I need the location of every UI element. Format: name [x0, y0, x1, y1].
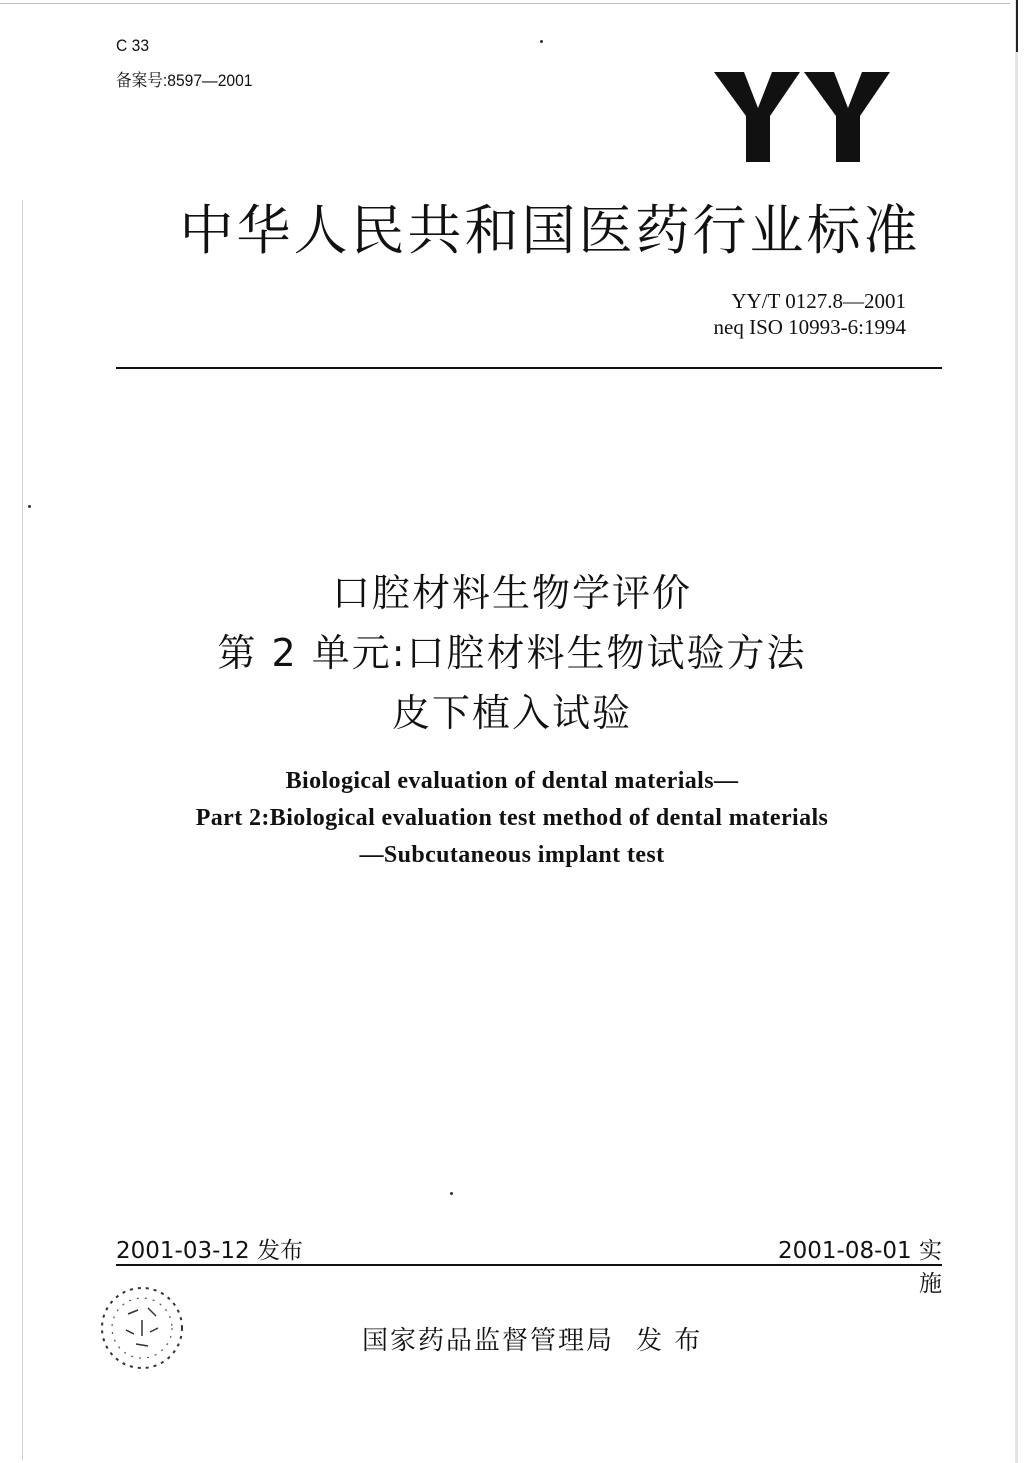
issuing-authority-title: 中华人民共和国医药行业标准 — [179, 199, 921, 262]
en-title-line-1: Biological evaluation of dental materials— — [285, 768, 739, 794]
cn-title-line-3: 皮下植入试验 — [391, 691, 632, 735]
svg-text:YY: YY — [714, 72, 716, 73]
filing-number: 备案号:8597—2001 — [116, 71, 253, 90]
iso-equivalence: neq ISO 10993-6:1994 — [713, 315, 906, 339]
scan-edge-right-mark — [1016, 0, 1018, 52]
en-title-line-3: —Subcutaneous implant test — [359, 842, 665, 868]
classification-code: C 33 — [116, 36, 150, 55]
scan-speck — [450, 1192, 453, 1195]
implement-date: 2001-08-01 实施 — [778, 1238, 942, 1297]
official-seal-stamp — [98, 1284, 186, 1372]
publisher-line — [362, 1320, 702, 1357]
publish-label: 发 布 — [636, 1326, 703, 1356]
scan-speck — [540, 40, 543, 43]
standard-code: YY/T 0127.8—2001 — [731, 289, 906, 313]
en-title-line-2: Part 2:Biological evaluation test method of dental materials — [195, 805, 829, 831]
cn-title-line-1: 口腔材料生物学评价 — [331, 571, 692, 615]
standard-number-block — [650, 288, 906, 340]
scan-speck — [28, 505, 31, 508]
header-divider — [116, 367, 942, 369]
footer-divider — [116, 1264, 942, 1266]
cn-title-line-2: 第 2 单元:口腔材料生物试验方法 — [217, 631, 807, 675]
yy-logo — [714, 72, 890, 162]
issue-date: 2001-03-12 发布 — [116, 1238, 303, 1264]
scan-edge-top — [0, 3, 1010, 4]
publisher-name: 国家药品监督管理局 — [362, 1326, 615, 1356]
